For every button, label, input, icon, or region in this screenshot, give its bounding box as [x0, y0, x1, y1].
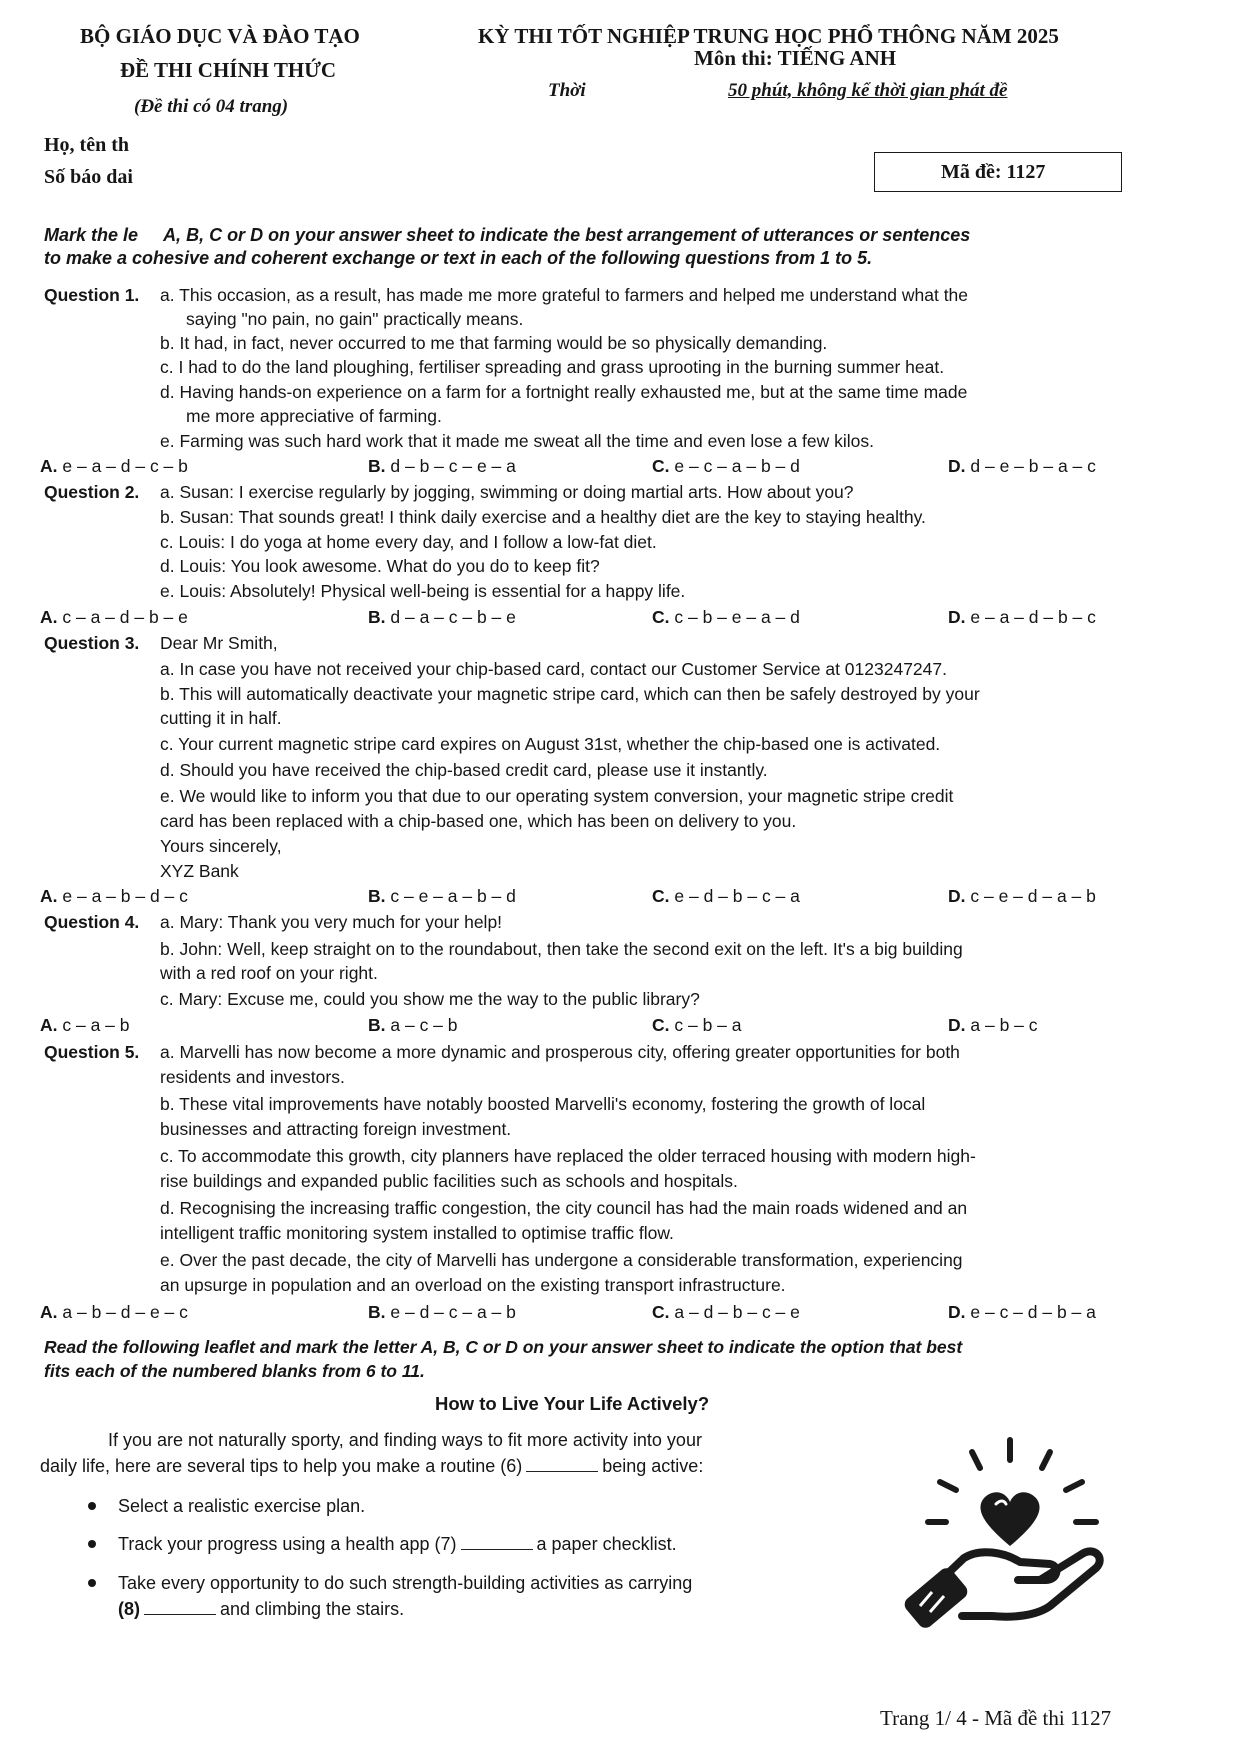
q4-option-c[interactable]: C. c – b – a: [652, 1015, 742, 1035]
q4-line: b. John: Well, keep straight on to the roundabout, then take the second exit on the left. It's a big building: [160, 939, 963, 959]
leaflet-tip-3-line-2: [118, 1597, 404, 1621]
leaflet-tip-2-text: Track your progress using a health app (7): [118, 1534, 457, 1554]
leaflet-tip-2: [118, 1532, 677, 1556]
q2-option-b[interactable]: B. d – a – c – b – e: [368, 607, 516, 627]
time-label: 50 phút, không kể thời gian phát đề: [728, 80, 1008, 101]
exam-title: KỲ THI TỐT NGHIỆP TRUNG HỌC PHỔ THÔNG NĂM 2025: [478, 24, 1059, 48]
q1-line: saying "no pain, no gain" practically means.: [186, 309, 524, 329]
bullet-2-dot: [88, 1540, 96, 1548]
q2-line: a. Susan: I exercise regularly by jogging, swimming or doing martial arts. How about you?: [160, 482, 854, 502]
q4-line: with a red roof on your right.: [160, 963, 378, 983]
candidate-name-label: Họ, tên th: [44, 134, 129, 156]
question-5-number: Question 5.: [44, 1042, 140, 1062]
leaflet-tip-2-end: a paper checklist.: [536, 1534, 677, 1554]
leaflet-tip-3-number: (8): [118, 1599, 140, 1619]
q1-option-c[interactable]: C. e – c – a – b – d: [652, 456, 800, 476]
bullet-3-dot: [88, 1579, 96, 1587]
instruction-2-line-2: fits each of the numbered blanks from 6 to 11.: [44, 1361, 425, 1381]
instruction-1-part-b: A, B, C or D on your answer sheet to indicate the best arrangement of utterances or sentences: [163, 225, 971, 245]
q1-line: a. This occasion, as a result, has made me more grateful to farmers and helped me understand what the: [160, 285, 969, 305]
leaflet-intro-text-end: being active:: [602, 1456, 704, 1476]
q5-line: e. Over the past decade, the city of Marvelli has undergone a considerable transformation, experiencing: [160, 1250, 963, 1270]
q1-line: d. Having hands-on experience on a farm for a fortnight really exhausted me, but at the same time made: [160, 382, 968, 402]
q5-line: rise buildings and expanded public facilities such as schools and hospitals.: [160, 1171, 738, 1191]
q3-option-d[interactable]: D. c – e – d – a – b: [948, 886, 1096, 906]
candidate-number-label: Số báo dai: [44, 166, 133, 188]
leaflet-intro-line-1: If you are not naturally sporty, and finding ways to fit more activity into your: [108, 1430, 702, 1450]
bullet-1-dot: [88, 1502, 96, 1510]
q3-line: Yours sincerely,: [160, 836, 282, 856]
q5-option-c[interactable]: C. a – d – b – c – e: [652, 1302, 800, 1322]
q1-line: c. I had to do the land ploughing, fertiliser spreading and grass uprooting in the burning summer heat.: [160, 357, 945, 377]
q4-line: c. Mary: Excuse me, could you show me the way to the public library?: [160, 989, 700, 1009]
subject-label: Môn thi: TIẾNG ANH: [694, 46, 897, 70]
instruction-1-line-1: [44, 224, 970, 247]
q2-option-d[interactable]: D. e – a – d – b – c: [948, 607, 1096, 627]
leaflet-tip-3-end: and climbing the stairs.: [220, 1599, 405, 1619]
q3-option-a[interactable]: A. e – a – b – d – c: [40, 886, 188, 906]
leaflet-intro-line-2: [40, 1456, 703, 1477]
pages-note: (Đề thi có 04 trang): [134, 96, 289, 117]
q3-line: c. Your current magnetic stripe card expires on August 31st, whether the chip-based one is activated.: [160, 734, 941, 754]
q3-option-c[interactable]: C. e – d – b – c – a: [652, 886, 800, 906]
leaflet-tip-3-line-1: Take every opportunity to do such strength-building activities as carrying: [118, 1573, 693, 1593]
q5-option-b[interactable]: B. e – d – c – a – b: [368, 1302, 516, 1322]
q4-line: a. Mary: Thank you very much for your help!: [160, 912, 503, 932]
instruction-1-line-2: to make a cohesive and coherent exchange or text in each of the following questions from 1 to 5.: [44, 248, 873, 268]
q4-option-b[interactable]: B. a – c – b: [368, 1015, 458, 1035]
q5-option-d[interactable]: D. e – c – d – b – a: [948, 1302, 1096, 1322]
question-2-number: Question 2.: [44, 482, 140, 502]
instruction-2-line-1: Read the following leaflet and mark the letter A, B, C or D on your answer sheet to indicate the option that best: [44, 1337, 963, 1357]
q3-line: a. In case you have not received your chip-based card, contact our Customer Service at 0123247247.: [160, 659, 947, 679]
q5-line: c. To accommodate this growth, city planners have replaced the older terraced housing with modern high-: [160, 1146, 976, 1166]
q3-salutation: Dear Mr Smith,: [160, 633, 278, 653]
official-exam-label: ĐỀ THI CHÍNH THỨC: [120, 58, 337, 82]
q5-line: b. These vital improvements have notably boosted Marvelli's economy, fostering the growth of local: [160, 1094, 926, 1114]
heart-in-hand-icon: [900, 1430, 1130, 1640]
q2-option-a[interactable]: A. c – a – d – b – e: [40, 607, 188, 627]
q5-option-a[interactable]: A. a – b – d – e – c: [40, 1302, 188, 1322]
instruction-1-part-a: Mark the le: [44, 225, 139, 245]
q3-line: XYZ Bank: [160, 861, 239, 881]
q5-line: d. Recognising the increasing traffic congestion, the city council has had the main roads widened and an: [160, 1198, 968, 1218]
q5-line: a. Marvelli has now become a more dynamic and prosperous city, offering greater opportunities for both: [160, 1042, 960, 1062]
q2-line: d. Louis: You look awesome. What do you do to keep fit?: [160, 556, 600, 576]
q1-line: e. Farming was such hard work that it made me sweat all the time and even lose a few kilos.: [160, 431, 874, 451]
question-3-number: Question 3.: [44, 633, 140, 653]
q1-line: me more appreciative of farming.: [186, 406, 442, 426]
q3-option-b[interactable]: B. c – e – a – b – d: [368, 886, 516, 906]
exam-code-box: [874, 152, 1122, 192]
question-1-number: Question 1.: [44, 285, 140, 305]
q2-option-c[interactable]: C. c – b – e – a – d: [652, 607, 800, 627]
question-4-number: Question 4.: [44, 912, 140, 932]
q3-line: e. We would like to inform you that due to our operating system conversion, your magnetic stripe credit: [160, 786, 954, 806]
blank-6[interactable]: [526, 1457, 598, 1472]
q5-line: intelligent traffic monitoring system installed to optimise traffic flow.: [160, 1223, 674, 1243]
q1-option-a[interactable]: A. e – a – d – c – b: [40, 456, 188, 476]
time-prefix: Thời: [548, 80, 586, 101]
q2-line: e. Louis: Absolutely! Physical well-being is essential for a happy life.: [160, 581, 686, 601]
q1-option-b[interactable]: B. d – b – c – e – a: [368, 456, 516, 476]
q5-line: residents and investors.: [160, 1067, 345, 1087]
q3-line: d. Should you have received the chip-based credit card, please use it instantly.: [160, 760, 768, 780]
q3-line: card has been replaced with a chip-based one, which has been on delivery to you.: [160, 811, 797, 831]
page-footer: Trang 1/ 4 - Mã đề thi 1127: [880, 1706, 1112, 1730]
q2-line: b. Susan: That sounds great! I think daily exercise and a healthy diet are the key to staying healthy.: [160, 507, 926, 527]
q3-line: b. This will automatically deactivate your magnetic stripe card, which can then be safely destroyed by your: [160, 684, 980, 704]
q3-line: cutting it in half.: [160, 708, 282, 728]
blank-7[interactable]: [461, 1535, 533, 1550]
blank-8[interactable]: [144, 1600, 216, 1615]
q2-line: c. Louis: I do yoga at home every day, and I follow a low-fat diet.: [160, 532, 657, 552]
leaflet-intro-text: daily life, here are several tips to help you make a routine (6): [40, 1456, 523, 1476]
q5-line: businesses and attracting foreign investment.: [160, 1119, 512, 1139]
q1-line: b. It had, in fact, never occurred to me that farming would be so physically demanding.: [160, 333, 828, 353]
q1-option-d[interactable]: D. d – e – b – a – c: [948, 456, 1096, 476]
leaflet-title: How to Live Your Life Actively?: [435, 1393, 710, 1414]
q5-line: an upsurge in population and an overload on the existing transport infrastructure.: [160, 1275, 786, 1295]
ministry-name: BỘ GIÁO DỤC VÀ ĐÀO TẠO: [80, 24, 360, 48]
leaflet-tip-1: Select a realistic exercise plan.: [118, 1496, 366, 1516]
q4-option-d[interactable]: D. a – b – c: [948, 1015, 1038, 1035]
exam-code: Mã đề: 1127: [941, 161, 1046, 183]
q4-option-a[interactable]: A. c – a – b: [40, 1015, 130, 1035]
